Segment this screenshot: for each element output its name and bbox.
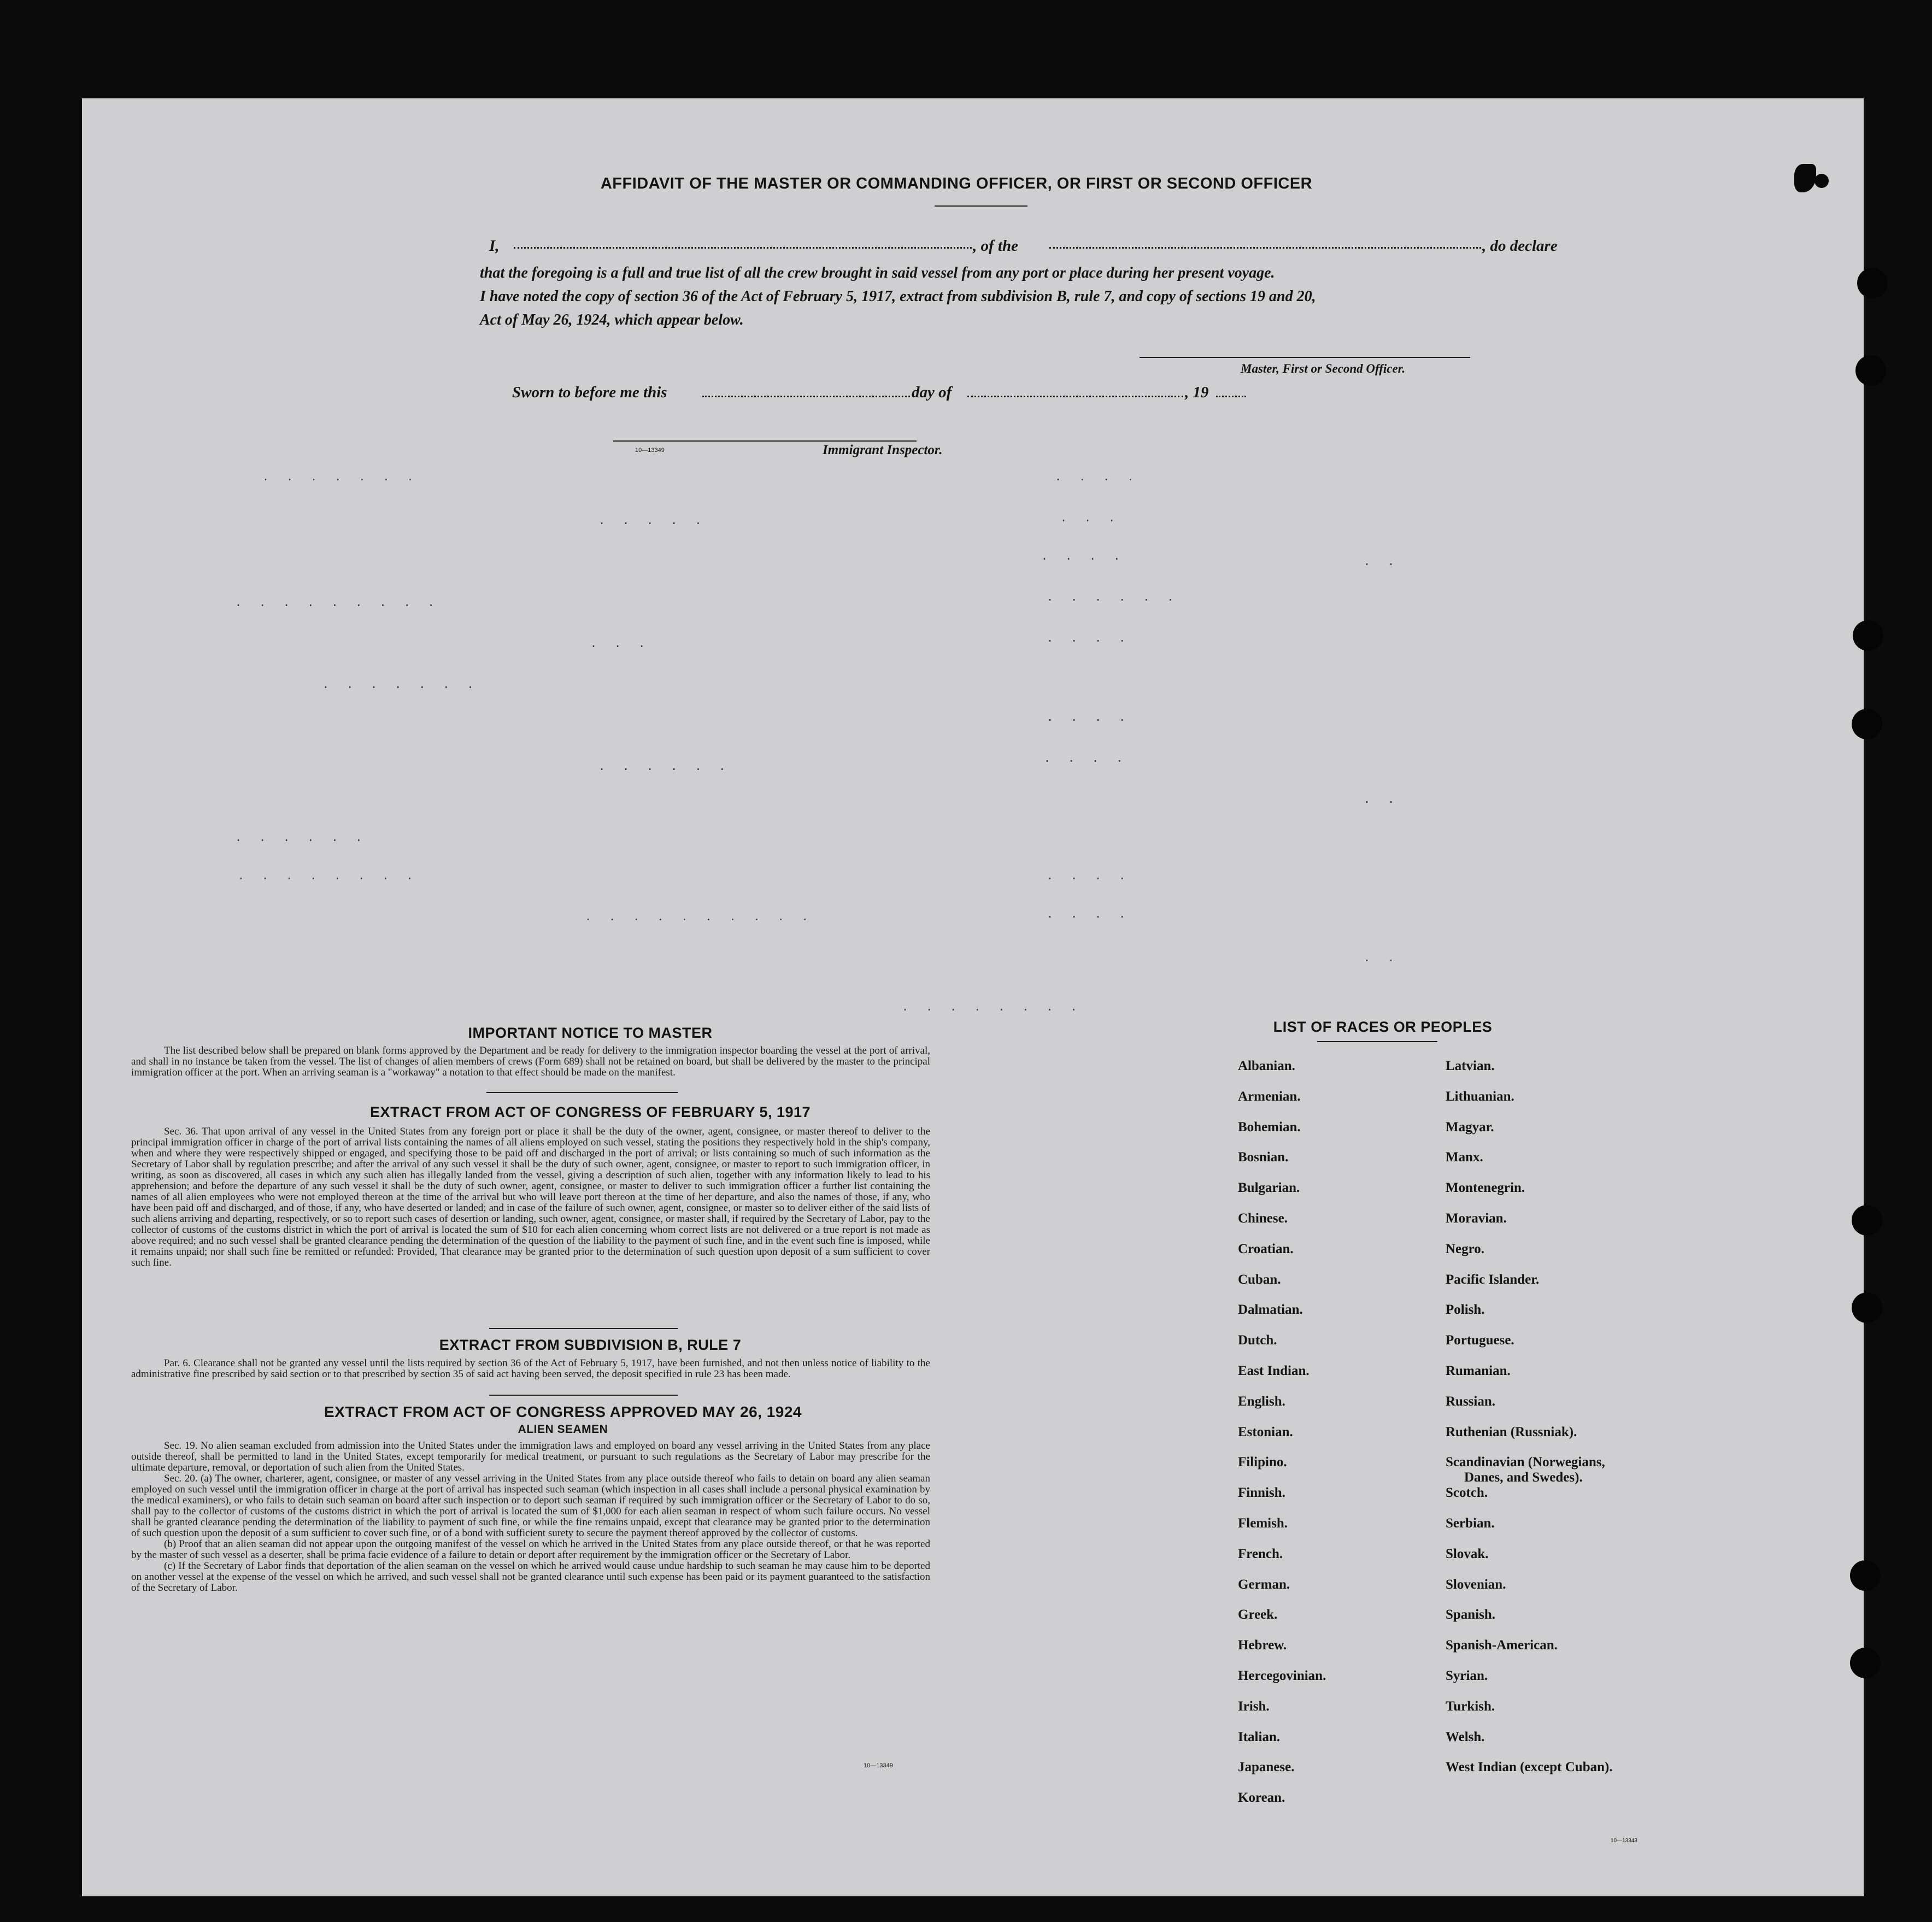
bleed-speck: . . . . . . <box>1047 590 1179 603</box>
race-item: Welsh. <box>1446 1729 1485 1744</box>
binder-hole <box>1850 1560 1881 1591</box>
race-item: Hercegovinian. <box>1238 1668 1326 1683</box>
race-item: Pacific Islander. <box>1446 1272 1540 1287</box>
race-item: Serbian. <box>1446 1516 1495 1531</box>
race-item: Bohemian. <box>1238 1119 1301 1135</box>
race-item: Italian. <box>1238 1729 1281 1744</box>
inspector-label: Immigrant Inspector. <box>823 443 943 457</box>
master-name-blank[interactable] <box>514 247 972 249</box>
bleed-speck: . . . . . . <box>235 831 368 844</box>
affidavit-line-1: that the foregoing is a full and true list of all the crew brought in said vessel from any port or place during her present voyage. <box>480 265 1275 281</box>
race-item: Japanese. <box>1238 1760 1295 1775</box>
alien-seamen-subtitle: ALIEN SEAMEN <box>518 1423 608 1436</box>
day-of-label: day of <box>912 384 952 401</box>
race-item: Korean. <box>1238 1790 1285 1806</box>
binder-hole <box>1850 1648 1881 1678</box>
race-item: Ruthenian (Russniak). <box>1446 1424 1577 1439</box>
master-signature-label: Master, First or Second Officer. <box>1241 362 1406 375</box>
race-item: Turkish. <box>1446 1698 1495 1714</box>
bleed-speck: . . . . <box>1047 869 1131 882</box>
affidavit-body <box>480 261 1573 332</box>
bleed-speck: . . <box>1364 792 1400 806</box>
divider <box>486 1092 678 1093</box>
form-number-races: 10—13343 <box>1611 1838 1637 1844</box>
master-signature-line[interactable] <box>1140 357 1470 358</box>
affidavit-line-3: Act of May 26, 1924, which appear below. <box>480 311 744 328</box>
race-item: Dutch. <box>1238 1333 1277 1348</box>
race-item: Cuban. <box>1238 1272 1281 1287</box>
binder-hole <box>1852 1292 1882 1323</box>
race-item: Flemish. <box>1238 1516 1288 1531</box>
race-item: Montenegrin. <box>1446 1180 1525 1196</box>
bleed-speck: . . . . . . . . <box>238 869 419 882</box>
binder-hole <box>1857 268 1888 298</box>
race-item: Chinese. <box>1238 1211 1288 1226</box>
form-number-top: 10—13349 <box>635 447 665 454</box>
race-item: Dalmatian. <box>1238 1302 1303 1318</box>
document-page <box>82 98 1864 1896</box>
race-item: Syrian. <box>1446 1668 1488 1683</box>
race-item: Irish. <box>1238 1698 1270 1714</box>
affidavit-title: AFFIDAVIT OF THE MASTER OR COMMANDING OFFICER, OR FIRST OR SECOND OFFICER <box>600 175 1313 192</box>
subdivision-title: EXTRACT FROM SUBDIVISION B, RULE 7 <box>439 1337 742 1353</box>
bleed-speck: . . . . . . . . <box>902 1000 1083 1013</box>
subdivision-text: Par. 6. Clearance shall not be granted any vessel until the lists required by section 36 of the Act of February 5, 1917, have been furnished, and not then unless notice of liability to the administrative fine prescribed by said section or to that prescribed by section 35 of said act having been served, the deposit specified in rule 23 has been made. <box>131 1357 930 1380</box>
sec20a-text: Sec. 20. (a) The owner, charterer, agent, consignee, or master of any vessel arriving in the United States from any place outside thereof who fails to detain on board any alien seaman employed on such vessel until the immigration officer in charge at the port of arrival has inspected such seaman (which inspection in all cases shall include a personal physical examination by the medical examiners), or who fails to detain such seaman on board after such inspection or to deport such seaman if required by such immigration officer or the Secretary of Labor to do so, shall pay to the collector of customs of the customs district in which the port of arrival is located the sum of $1,000 for each alien seaman in respect of whom such failure occurs. No vessel shall be granted clearance pending the determination of the liability to payment of such fine, or while the fine remains unpaid, except that clearance may be granted prior to the determination of such question upon the deposit of a sum sufficient to cover such fine, or of a bond with sufficient surety to secure the payment thereof approved by the collector of customs. <box>131 1473 930 1539</box>
race-item: Negro. <box>1446 1241 1485 1256</box>
of-the-label: , of the <box>973 237 1018 255</box>
bleed-speck: . . . . . <box>598 514 707 527</box>
race-item: Greek. <box>1238 1607 1278 1623</box>
divider <box>489 1395 678 1396</box>
sec19-text: Sec. 19. No alien seaman excluded from admission into the United States under the immigration laws and employed on board any vessel arriving in the United States from any place outside thereof, shall be permitted to land in the United States, except temporarily for medical treatment, or pursuant to such regulations as the Secretary of Labor may prescribe for the ultimate departure, removal, or deportation of such alien from the United States. <box>131 1440 930 1473</box>
bleed-speck: . . <box>1364 951 1400 964</box>
bleed-speck: . . . . <box>1055 470 1140 483</box>
stamp-dot <box>1814 174 1829 188</box>
binder-hole <box>1852 709 1882 739</box>
notice-title: IMPORTANT NOTICE TO MASTER <box>468 1025 713 1041</box>
extract-1924-title: EXTRACT FROM ACT OF CONGRESS APPROVED MAY 26, 1924 <box>324 1403 802 1420</box>
extract-1917-title: EXTRACT FROM ACT OF CONGRESS OF FEBRUARY 5, 1917 <box>369 1104 811 1120</box>
race-item: Polish. <box>1446 1302 1485 1318</box>
race-item: Slovenian. <box>1446 1577 1506 1592</box>
bleed-speck: . . . . . . . . . <box>235 596 440 609</box>
bleed-speck: . . . <box>590 637 651 650</box>
do-declare-label: , do declare <box>1482 237 1558 255</box>
bleed-speck: . . . . . . . <box>322 678 479 691</box>
form-number-bottom: 10—13349 <box>864 1762 893 1769</box>
race-item: German. <box>1238 1577 1290 1592</box>
bleed-speck: . . . . . . . . . . <box>585 910 814 923</box>
notice-text: The list described below shall be prepared on blank forms approved by the Department and be ready for delivery to the immigration inspector boarding the vessel at the port of arrival, and shall in no instance be taken from the vessel. The list of changes of alien members of crews (Form 689) shall not be retained on board, but shall be delivered by the master to the principal immigration officer at the port. When an arriving seaman is a "workaway" a notation to that effect should be made on the manifest. <box>131 1045 930 1078</box>
race-item: Bosnian. <box>1238 1150 1289 1165</box>
race-item: Slovak. <box>1446 1546 1489 1561</box>
race-item: Croatian. <box>1238 1241 1294 1256</box>
race-item: Lithuanian. <box>1446 1089 1514 1104</box>
race-item: East Indian. <box>1238 1363 1309 1378</box>
races-title: LIST OF RACES OR PEOPLES <box>1273 1019 1493 1035</box>
bleed-speck: . . . . <box>1047 631 1131 644</box>
race-item: Scandinavian (Norwegians, <box>1446 1455 1605 1470</box>
bleed-speck: . . . . . . <box>598 760 731 773</box>
race-item: Spanish. <box>1446 1607 1496 1623</box>
race-item: Rumanian. <box>1446 1363 1511 1378</box>
race-item: Armenian. <box>1238 1089 1301 1104</box>
race-item: Latvian. <box>1446 1059 1495 1073</box>
race-item: West Indian (except Cuban). <box>1446 1760 1613 1775</box>
race-item: Spanish-American. <box>1446 1638 1558 1653</box>
races-underline <box>1317 1041 1437 1042</box>
binder-hole <box>1853 620 1883 651</box>
sworn-month-blank[interactable] <box>967 396 1183 397</box>
race-item: Russian. <box>1446 1394 1496 1409</box>
title-underline <box>935 205 1027 207</box>
affidavit-line-2: I have noted the copy of section 36 of the Act of February 5, 1917, extract from subdivision B, rule 7, and copy of sections 19 and 20, <box>480 288 1316 305</box>
race-item: Manx. <box>1446 1150 1483 1165</box>
race-item: Danes, and Swedes). <box>1464 1470 1583 1485</box>
race-item: Scotch. <box>1446 1485 1488 1501</box>
affidavit-i-label: I, <box>489 237 500 255</box>
bleed-speck: . . . . <box>1047 710 1131 724</box>
bleed-speck: . . <box>1364 555 1400 568</box>
race-item: Finnish. <box>1238 1485 1285 1501</box>
bleed-speck: . . . . <box>1047 907 1131 920</box>
race-item: Albanian. <box>1238 1059 1295 1073</box>
sec20c-text: (c) If the Secretary of Labor finds that deportation of the alien seaman on the vessel on which he arrived would cause undue hardship to such seaman he may cause him to be deported on another vessel at the expense of the vessel on which he arrived, and such vessel shall not be granted clearance until such expense has been paid or its payment guaranteed to the satisfaction of the Secretary of Labor. <box>131 1560 930 1594</box>
inspector-signature-line[interactable] <box>613 440 917 442</box>
sec20b-text: (b) Proof that an alien seaman did not appear upon the outgoing manifest of the vessel on which he arrived in the United States from any place outside thereof, or that he was reported by the master of such vessel as a deserter, shall be prima facie evidence of a failure to detain or deport after requirement by the immigration officer or the Secretary of Labor. <box>131 1538 930 1561</box>
race-item: French. <box>1238 1546 1283 1561</box>
binder-hole <box>1852 1205 1882 1236</box>
extract-1917-text: Sec. 36. That upon arrival of any vessel in the United States from any foreign port or place it shall be the duty of the owner, agent, consignee, or master thereof to deliver to the principal immigration officer in charge of the port of arrival lists containing the names of all aliens employed on such vessel, stating the positions they respectively hold in the ship's company, when and where they were respectively shipped or engaged, and specifying those to be paid off and discharged in the port of arrival; or lists containing so much of such information as the Secretary of Labor shall by regulation prescribe; and after the arrival of any such vessel it shall be the duty of such owner, agent, consignee, or master to report to such immigration officer, in writing, as soon as discovered, all cases in which any such alien has illegally landed from the vessel, giving a description of such alien, together with any information likely to lead to his apprehension; and before the departure of any such vessel it shall be the duty of such owner, agent, consignee, or master to deliver to such immigration officer a further list containing the names of all alien employees who were not employed thereon at the time of the arrival but who will leave port thereon at the time of her departure, and also the names of those, if any, who have been paid off and discharged, and of those, if any, who have deserted or landed; and in case of the failure of such owner, agent, consignee, or master so to deliver either of the said lists of such aliens arriving and departing, respectively, or so to report such cases of desertion or landing, such owner, agent, consignee, or master shall, if required by the Secretary of Labor, pay to the collector of customs of the customs district in which the port of arrival is located the sum of $10 for each alien concerning whom correct lists are not delivered or a true report is not made as above required; and no such vessel shall be granted clearance pending the determination of the question of the liability to the payment of such fine, and in the event such fine is imposed, while it remains unpaid; nor shall such fine be remitted or refunded: Provided, That clearance may be granted prior to the determination of such question upon deposit of a sum sufficient to cover such fine. <box>131 1126 930 1268</box>
extract-1924-body <box>131 1441 930 1594</box>
bleed-speck: . . . . <box>1044 751 1129 765</box>
bleed-speck: . . . . <box>1041 549 1126 562</box>
races-left-column <box>1238 1059 1413 1835</box>
year-prefix-label: , 19 <box>1185 384 1209 401</box>
stamp-mark <box>1794 164 1816 192</box>
race-item: Hebrew. <box>1238 1638 1287 1653</box>
bleed-speck: . . . . . . . <box>262 470 419 483</box>
races-right-column <box>1446 1059 1719 1835</box>
race-item: Bulgarian. <box>1238 1180 1300 1196</box>
race-item: Moravian. <box>1446 1211 1507 1226</box>
divider <box>489 1328 678 1329</box>
race-item: Filipino. <box>1238 1455 1287 1470</box>
race-item: Magyar. <box>1446 1119 1494 1135</box>
vessel-name-blank[interactable] <box>1049 247 1481 249</box>
bleed-speck: . . . <box>1060 511 1121 524</box>
binder-hole <box>1855 355 1886 386</box>
race-item: English. <box>1238 1394 1285 1409</box>
race-item: Estonian. <box>1238 1424 1293 1439</box>
sworn-label: Sworn to before me this <box>512 384 667 401</box>
race-item: Portuguese. <box>1446 1333 1514 1348</box>
sworn-year-blank[interactable] <box>1216 396 1246 397</box>
sworn-day-blank[interactable] <box>702 396 910 397</box>
